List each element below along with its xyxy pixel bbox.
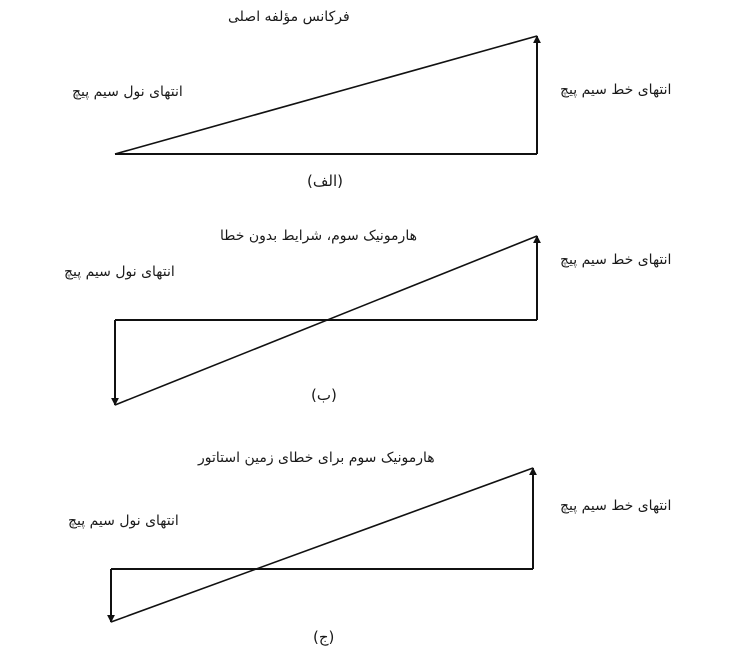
panel-c-caption: (ج) bbox=[313, 628, 335, 646]
panel-c-right-label: انتهای خط سیم پیچ bbox=[560, 498, 672, 514]
panel-b-caption: (ب) bbox=[311, 386, 337, 404]
panel-a-right-label: انتهای خط سیم پیچ bbox=[560, 82, 672, 98]
panel-b-title: هارمونیک سوم، شرایط بدون خطا bbox=[220, 228, 417, 244]
panel-a-caption: (الف) bbox=[307, 172, 343, 190]
panel-a-left-label: انتهای نول سیم پیچ bbox=[72, 84, 183, 100]
panel-b-left-label: انتهای نول سیم پیچ bbox=[64, 264, 175, 280]
panel-a-title: فرکانس مؤلفه اصلی bbox=[228, 9, 350, 25]
panel-c-voltage-ramp bbox=[111, 468, 533, 622]
panel-b-right-label: انتهای خط سیم پیچ bbox=[560, 252, 672, 268]
panel-c-title: هارمونیک سوم برای خطای زمین استاتور bbox=[198, 450, 435, 466]
panel-c-diagram bbox=[111, 468, 533, 622]
panel-c-left-label: انتهای نول سیم پیچ bbox=[68, 513, 179, 529]
panel-b-diagram bbox=[115, 236, 537, 405]
